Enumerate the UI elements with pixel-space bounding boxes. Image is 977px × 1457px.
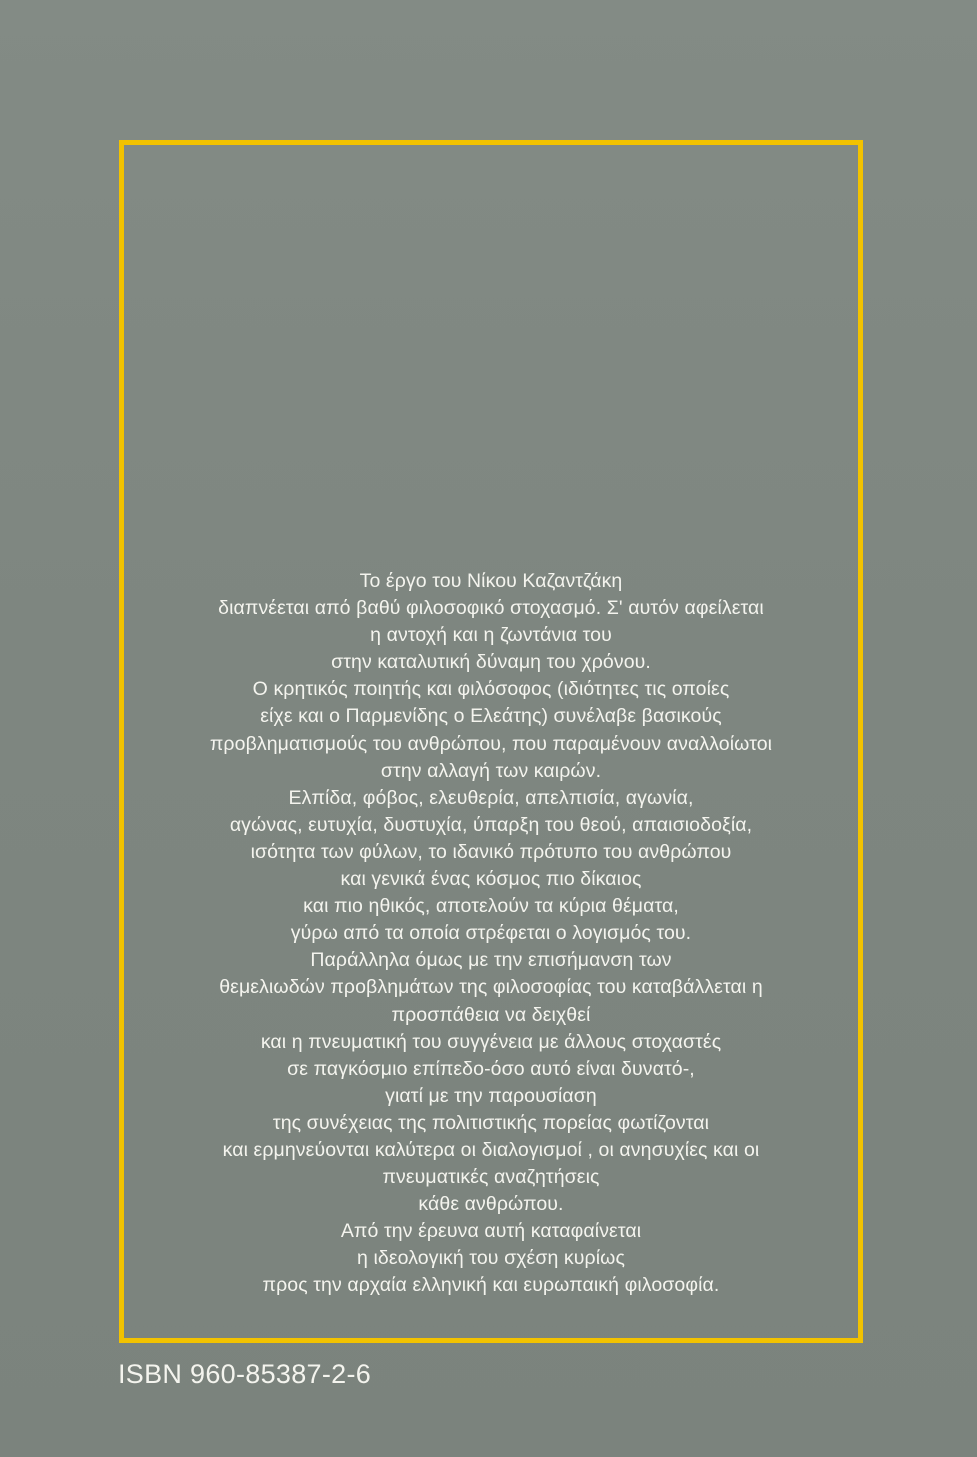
blurb-line: Το έργο του Νίκου Καζαντζάκη — [359, 570, 623, 592]
blurb-line: Από την έρευνα αυτή καταφαίνεται — [340, 1220, 642, 1243]
blurb-line: στην αλλαγή των καιρών. — [380, 759, 602, 782]
blurb-line: είχε και ο Παρμενίδης ο Ελεάτης) συνέλαβε βασικούς — [260, 705, 722, 728]
blurb-line: στην καταλυτική δύναμη του χρόνου. — [331, 651, 651, 674]
blurb-line: θεμελιωδών προβλημάτων της φιλοσοφίας του καταβάλλεται η — [219, 976, 763, 999]
blurb-line: πνευματικές αναζητήσεις — [382, 1166, 600, 1189]
blurb-line: διαπνέεται από βαθύ φιλοσοφικό στοχασμό. Σ' αυτόν αφείλεται — [218, 597, 764, 620]
blurb-line: προσπάθεια να δειχθεί — [391, 1003, 591, 1026]
blurb-line: σε παγκόσμιο επίπεδο-όσο αυτό είναι δυνατό-, — [287, 1057, 695, 1080]
blurb-line: αγώνας, ευτυχία, δυστυχία, ύπαρξη του θεού, απαισιοδοξία, — [229, 813, 753, 836]
blurb-line: κάθε ανθρώπου. — [418, 1193, 564, 1216]
blurb-line: γύρω από τα οποία στρέφεται ο λογισμός του. — [290, 922, 692, 945]
blurb-line: και πιο ηθικός, αποτελούν τα κύρια θέματα, — [303, 895, 679, 918]
blurb-line: η αντοχή και η ζωντάνια του — [370, 624, 612, 647]
blurb-line: η ιδεολογική του σχέση κυρίως — [357, 1247, 625, 1270]
blurb-line: προβληματισμούς του ανθρώπου, που παραμένουν αναλλοίωτοι — [209, 732, 773, 755]
blurb-line: Παράλληλα όμως με την επισήμανση των — [310, 949, 672, 972]
blurb-line: της συνέχειας της πολιτιστικής πορείας φωτίζονται — [272, 1111, 710, 1134]
blurb-line: και ερμηνεύονται καλύτερα οι διαλογισμοί , οι ανησυχίες και οι — [222, 1138, 760, 1161]
blurb-line: Ο κρητικός ποιητής και φιλόσοφος (ιδιότητες τις οποίες — [252, 678, 730, 701]
blurb-line: ισότητα των φύλων, το ιδανικό πρότυπο του ανθρώπου — [250, 840, 732, 863]
blurb-line: Ελπίδα, φόβος, ελευθερία, απελπισία, αγωνία, — [288, 786, 694, 809]
blurb-line: και η πνευματική του συγγένεια με άλλους στοχαστές — [260, 1030, 722, 1053]
isbn-number: ISBN 960-85387-2-6 — [118, 1359, 372, 1389]
blurb-line: και γενικά ένας κόσμος πιο δίκαιος — [340, 868, 642, 891]
blurb-line: γιατί με την παρουσίαση — [385, 1084, 597, 1107]
blurb-text — [124, 568, 858, 1300]
blurb-line: προς την αρχαία ελληνική και ευρωπαική φιλοσοφία. — [262, 1274, 720, 1297]
